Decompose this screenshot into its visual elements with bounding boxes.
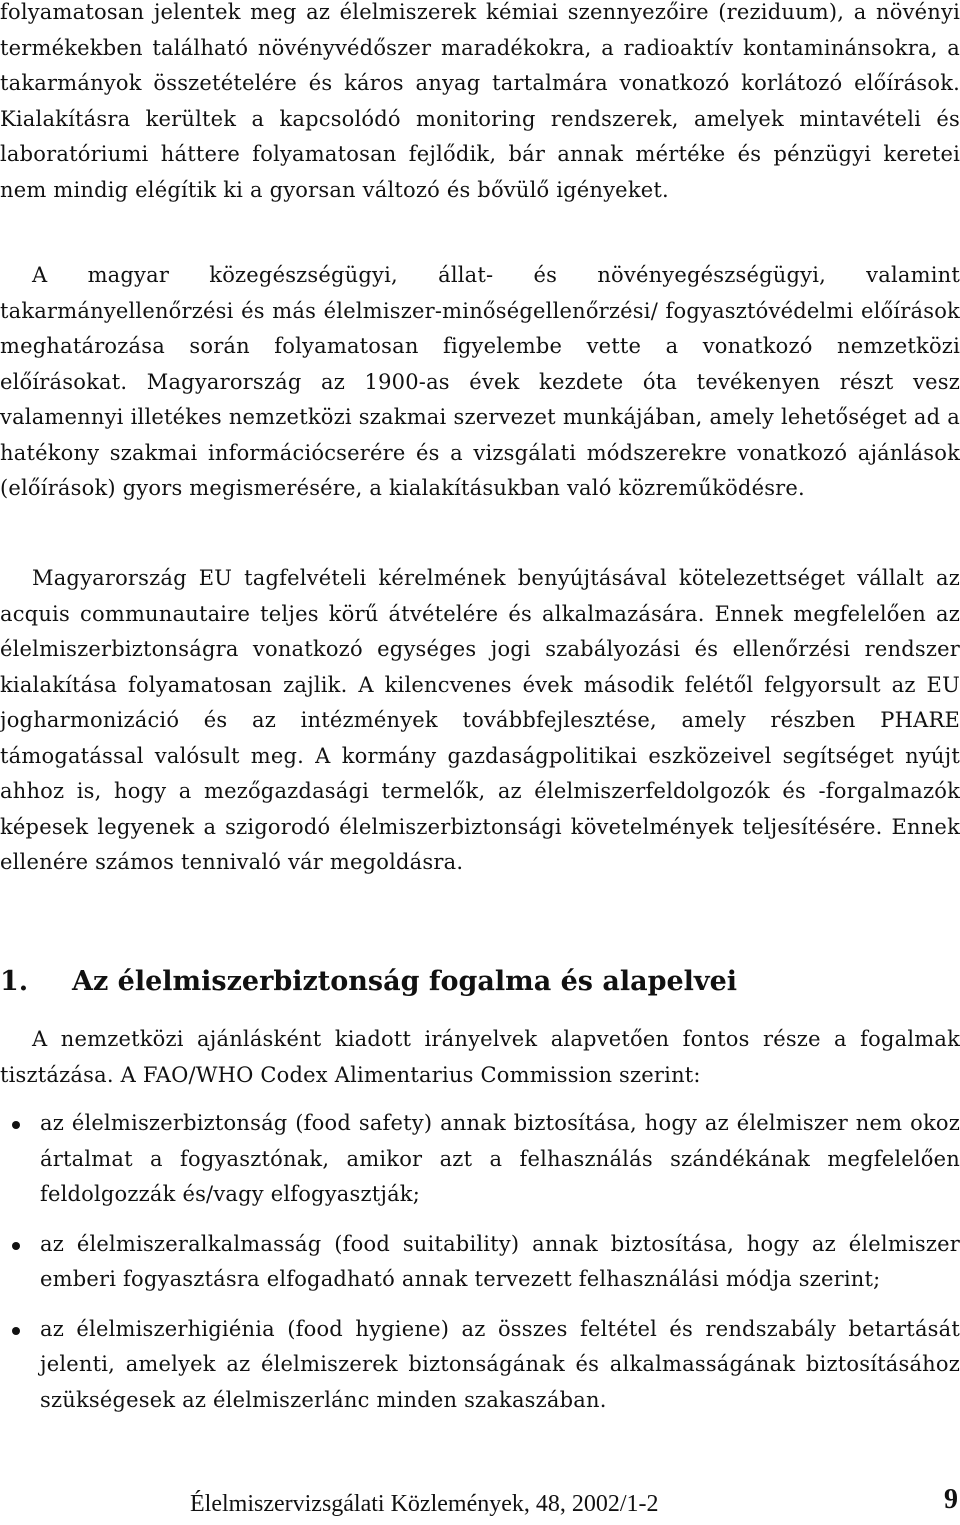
definition-food-suitability: az élelmiszeralkalmasság (food suitability) annak biztosítása, hogy az élelmiszer emberi fogyasztásra elfogadható annak tervezett felhasználási módja szerint; [40,1231,960,1291]
bullet-icon [12,1242,20,1250]
page-footer [0,1486,960,1522]
list-item [0,1106,960,1213]
bullet-icon [12,1121,20,1129]
list-item [0,1227,960,1298]
journal-citation: Élelmiszervizsgálati Közlemények, 48, 2002/1-2 [190,1491,659,1517]
paragraph-international-standards: A magyar közegészségügyi, állat- és növényegészségügyi, valamint takarmányellenőrzési és más élelmiszer-minőségellenőrzési/ fogyasztóvédelmi előírások meghatározása során folyamatosan figyelembe vette a vonatkozó nemzetközi előírásokat. Magyarország az 1900-as évek kezdete óta tevékenyen részt vesz valamennyi illetékes nemzetközi szakmai szervezet munkájában, amely lehetőséget ad a hatékony szakmai információcserére és a vizsgálati módszerekre vonatkozó ajánlások (előírások) gyors megismerésére, a kialakításukban való közreműködésre. [0,263,960,500]
definition-food-safety: az élelmiszerbiztonság (food safety) annak biztosítása, hogy az élelmiszer nem okoz ártalmat a fogyasztónak, amikor azt a felhasználás szándékának megfelelően feldolgozzák és/vagy elfogyasztják; [40,1111,960,1206]
section-heading [0,966,960,997]
paragraph-codex-intro: A nemzetközi ajánlásként kiadott irányelvek alapvetően fontos része a fogalmak tisztázása. A FAO/WHO Codex Alimentarius Commission szerint: [0,1027,960,1087]
paragraph-eu-accession: Magyarország EU tagfelvételi kérelmének benyújtásával kötelezettséget vállalt az acquis communautaire teljes körű átvételére és alkalmazására. Ennek megfelelően az élelmiszerbiztonságra vonatkozó egységes jogi szabályozási és ellenőrzési rendszer kialakítása folyamatosan zajlik. A kilencvenes évek második felétől felgyorsult az EU jogharmonizáció és az intézmények továbbfejlesztése, amely részben PHARE támogatással valósult meg. A kormány gazdaságpolitikai eszközeivel segítséget nyújt ahhoz is, hogy a mezőgazdasági termelők, az élelmiszerfeldolgozók és -forgalmazók képesek legyenek a szigorodó élelmiszerbiztonsági követelmények teljesítésére. Ennek ellenére számos tennivaló vár megoldásra. [0,566,960,874]
bullet-icon [12,1327,20,1335]
definition-food-hygiene: az élelmiszerhigiénia (food hygiene) az összes feltétel és rendszabály betartását jelenti, amelyek az élelmiszerek biztonságának és alkalmasságának biztosításához szükségesek az élelmiszerlánc minden szakaszában. [40,1316,960,1412]
paragraph-continuation: folyamatosan jelentek meg az élelmiszerek kémiai szennyezőire (reziduum), a növényi termékekben található növényvédőszer maradékokra, a radioaktív kontaminánsokra, a takarmányok összetételére és káros anyag tartalmára vonatkozó korlátozó előírások. Kialakításra kerültek a kapcsolódó monitoring rendszerek, amelyek mintavételi és laboratóriumi háttere folyamatosan fejlődik, bár annak mértéke és pénzügyi keretei nem mindig elégítik ki a gyorsan változó és bővülő igényeket. [0,0,960,202]
page-number: 9 [944,1484,958,1515]
section-title: Az élelmiszerbiztonság fogalma és alapelvei [72,966,738,997]
section-number: 1. [0,966,29,997]
definition-list [0,1106,960,1432]
list-item [0,1312,960,1419]
